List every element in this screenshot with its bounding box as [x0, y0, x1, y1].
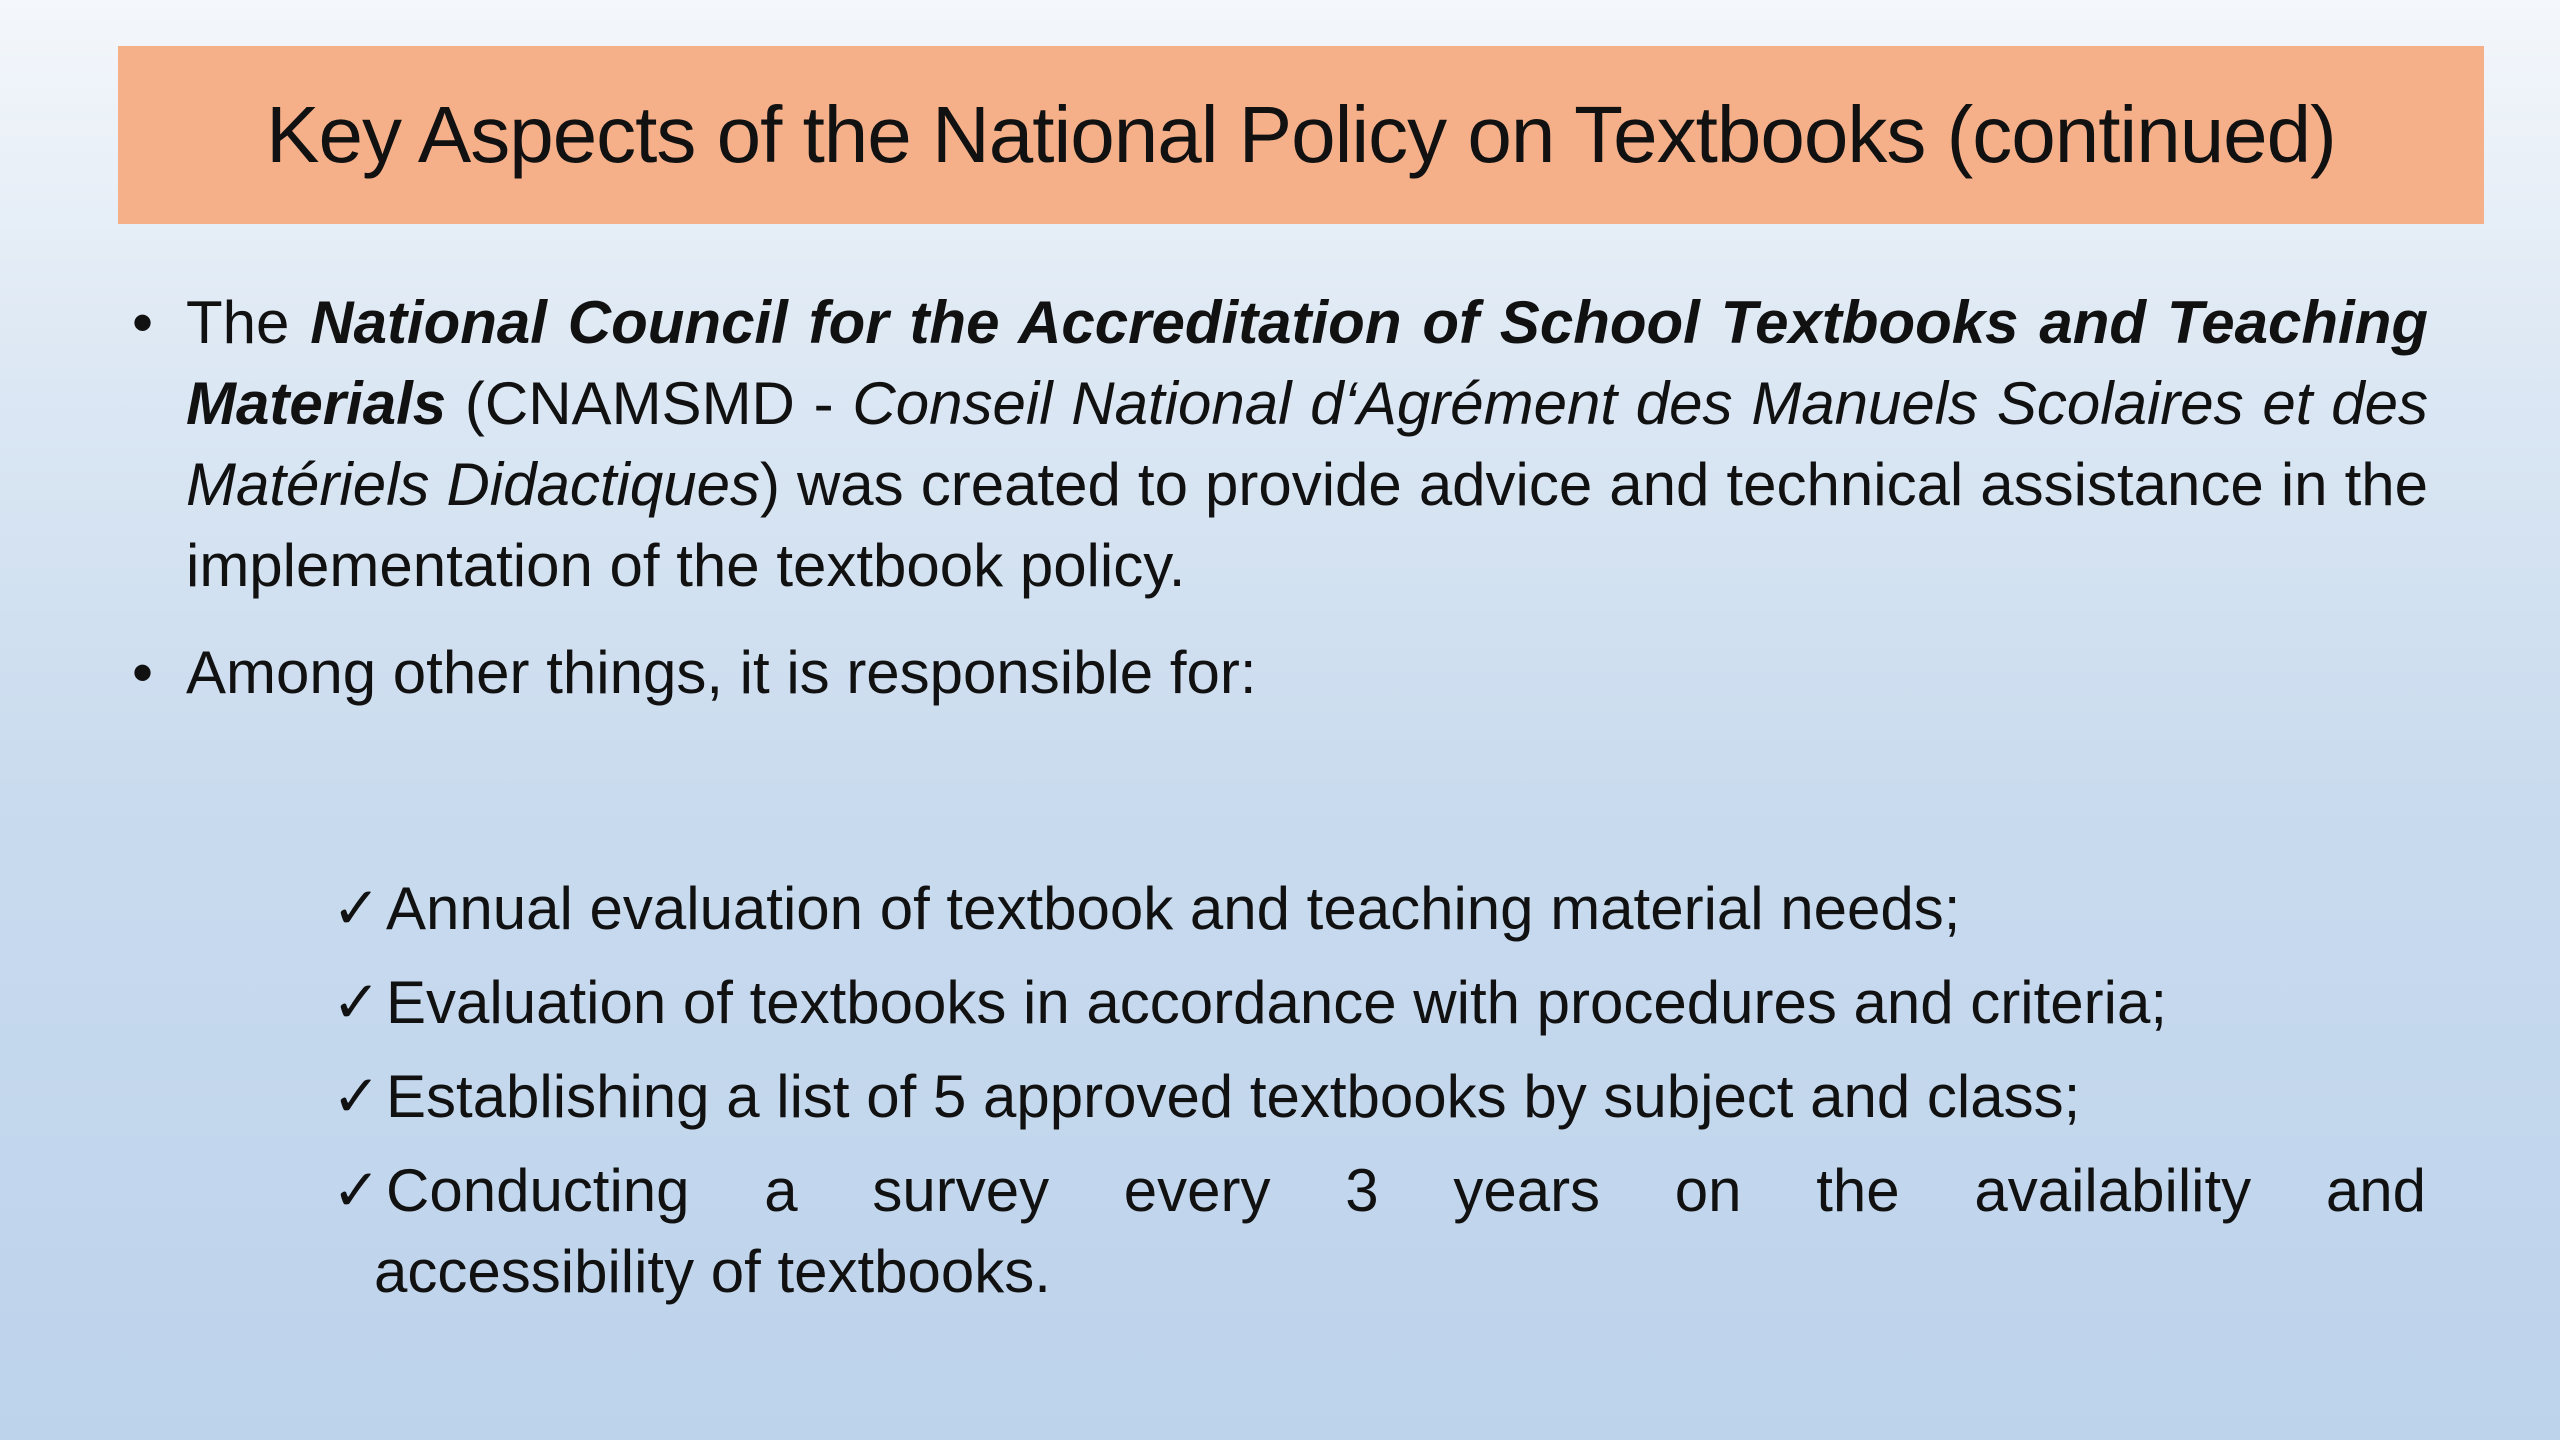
bullet-text-prefix: The [186, 289, 311, 356]
bullet-item-council [132, 282, 2428, 606]
bullet-dot-icon: • [132, 639, 154, 706]
slide-title: Key Aspects of the National Policy on Textbooks (continued) [266, 90, 2336, 179]
acronym-text: (CNAMSMD - [446, 370, 853, 437]
check-item-text-line1: Conducting a survey every 3 years on the availability and [386, 1157, 2426, 1224]
title-bar [118, 46, 2484, 224]
check-item-textbook-evaluation [332, 962, 2426, 1043]
check-item-text: Establishing a list of 5 approved textbooks by subject and class; [386, 1063, 2081, 1130]
check-item-text-line2: accessibility of textbooks. [374, 1238, 1051, 1305]
check-item-text: Evaluation of textbooks in accordance with procedures and criteria; [386, 969, 2167, 1036]
bullet-text-suffix: ) was created to provide advice and technical assistance in the implementation of the textbook policy. [186, 451, 2428, 599]
check-item-approved-list [332, 1056, 2426, 1137]
bullet-text: Among other things, it is responsible for: [186, 639, 1257, 706]
checkmark-icon: ✓ [332, 968, 381, 1036]
checkmark-icon: ✓ [332, 874, 381, 942]
check-item-annual-evaluation [332, 868, 2426, 949]
checkmark-icon: ✓ [332, 1156, 381, 1224]
checkmark-icon: ✓ [332, 1062, 381, 1130]
check-item-text: Annual evaluation of textbook and teaching material needs; [386, 875, 1961, 942]
bullet-item-responsibilities [132, 632, 2428, 713]
council-name: National Council for the Accreditation of School Textbooks and Teaching Materials [186, 289, 2429, 437]
responsibility-checklist [332, 868, 2426, 1325]
bullet-list [132, 282, 2428, 713]
bullet-dot-icon: • [132, 289, 154, 356]
check-item-survey [332, 1150, 2426, 1312]
council-french-name: Conseil National d‘Agrément des Manuels Scolaires et des Matériels Didactiques [186, 370, 2428, 518]
